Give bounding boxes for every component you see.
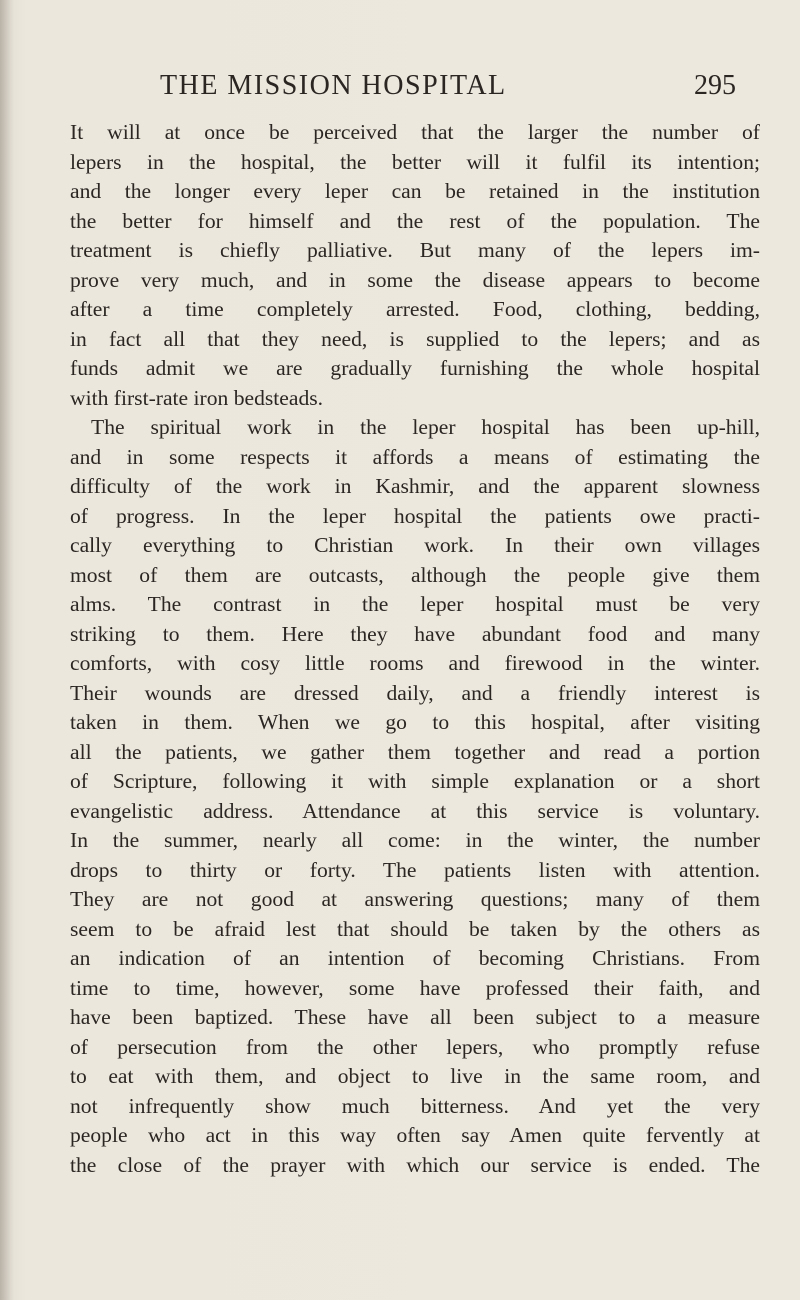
text-line: funds admit we are gradually furnishing the whole hospital (70, 356, 760, 380)
text-line: most of them are outcasts, although the people give them (70, 562, 760, 587)
text-line: treatment is chiefly palliative. But many of the lepers im- (70, 238, 760, 262)
text-line: Their wounds are dressed daily, and a friendly interest is (70, 680, 760, 705)
text-line: cally everything to Christian work. In their own villages (70, 533, 760, 557)
running-title: THE MISSION HOSPITAL (160, 70, 507, 101)
text-line: with first-rate iron bedsteads. (70, 385, 324, 410)
text-line: have been baptized. These have all been subject to a measure (70, 1005, 760, 1029)
text-line: lepers in the hospital, the better will it fulfil its intention; (70, 149, 760, 174)
text-line: the close of the prayer with which our service is ended. The (70, 1152, 760, 1177)
text-line: taken in them. When we go to this hospital, after visiting (70, 710, 760, 734)
text-line: It will at once be perceived that the larger the number of (70, 120, 760, 144)
text-line: comforts, with cosy little rooms and firewood in the winter. (70, 651, 760, 675)
text-line: after a time completely arrested. Food, clothing, bedding, (70, 297, 760, 321)
text-line: to eat with them, and object to live in the same room, and (70, 1064, 760, 1088)
text-line: and in some respects it affords a means of estimating the (70, 444, 760, 469)
text-line: time to time, however, some have professed their faith, and (70, 975, 760, 1000)
text-line: and the longer every leper can be retained in the institution (70, 179, 760, 203)
text-line: of persecution from the other lepers, who promptly refuse (70, 1034, 760, 1059)
page-number: 295 (694, 70, 736, 101)
text-line: seem to be afraid lest that should be taken by the others as (70, 916, 760, 941)
text-line: drops to thirty or forty. The patients listen with attention. (70, 857, 760, 882)
text-line: alms. The contrast in the leper hospital must be very (70, 592, 760, 616)
text-line: not infrequently show much bitterness. And yet the very (70, 1093, 760, 1118)
text-line: of Scripture, following it with simple explanation or a short (70, 769, 760, 793)
body-text (70, 118, 760, 1180)
text-line: in fact all that they need, is supplied to the lepers; and as (70, 326, 760, 351)
text-line: They are not good at answering questions; many of them (70, 887, 760, 911)
text-line: the better for himself and the rest of the population. The (70, 208, 760, 233)
text-line: of progress. In the leper hospital the patients owe practi- (70, 503, 760, 528)
text-line: all the patients, we gather them together and read a portion (70, 739, 760, 764)
text-line: The spiritual work in the leper hospital has been up-hill, (91, 415, 760, 439)
text-line: striking to them. Here they have abundant food and many (70, 621, 760, 646)
text-line: people who act in this way often say Amen quite fervently at (70, 1123, 760, 1147)
running-head (160, 70, 760, 110)
text-line: an indication of an intention of becoming Christians. From (70, 946, 760, 970)
text-line: prove very much, and in some the disease appears to become (70, 267, 760, 292)
text-line: difficulty of the work in Kashmir, and the apparent slowness (70, 474, 760, 498)
text-line: evangelistic address. Attendance at this service is voluntary. (70, 798, 760, 823)
page-gutter-shadow (0, 0, 14, 1300)
text-line: In the summer, nearly all come: in the winter, the number (70, 828, 760, 852)
